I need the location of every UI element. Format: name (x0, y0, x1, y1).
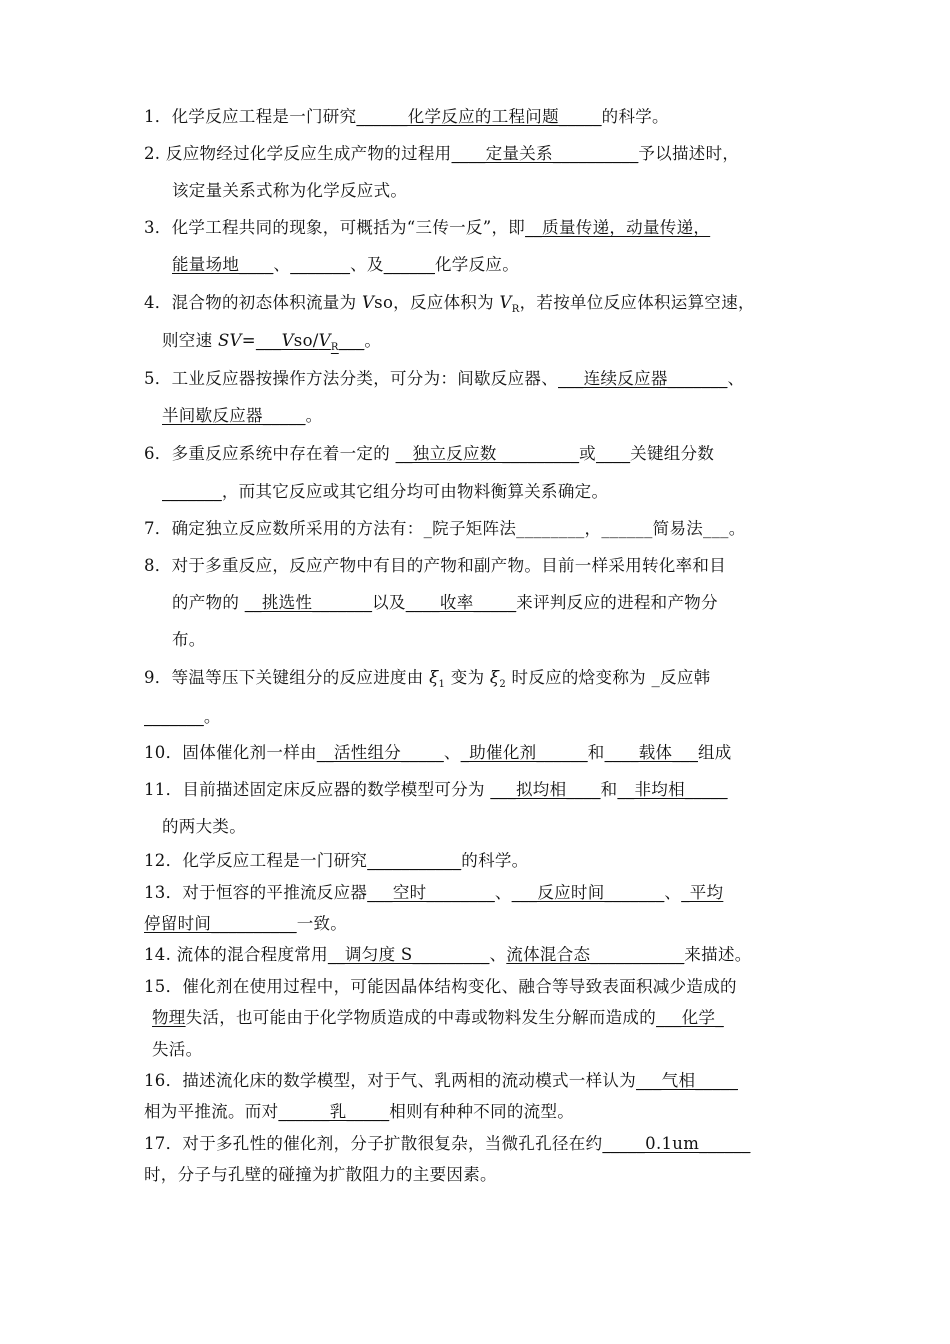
question-line (152, 1007, 822, 1029)
question-text: 的科学。 (461, 851, 529, 870)
question-text: ，而其它反应或其它组分均可由物料衡算关系确定。 (221, 482, 609, 501)
question-text: ξ (489, 668, 500, 687)
question-text: 和 (587, 743, 605, 762)
question-text: = (241, 331, 256, 350)
question-line (144, 667, 814, 696)
question-text: 时，分子与孔壁的碰撞为扩散阻力的主要因素。 (144, 1165, 497, 1184)
answer-blank: ___气相_____ (636, 1071, 738, 1090)
question-text: 、及 (350, 255, 384, 274)
answer-blank: so/ (293, 331, 319, 350)
question-line (144, 882, 814, 904)
answer-blank: __调匀度 S_________ (327, 945, 490, 964)
question-text: 、 (664, 883, 682, 902)
question-text: 16．描述流化床的数学模型，对于气、乳两相的流动模式一样认为 (144, 1071, 636, 1090)
question-text: SV (217, 331, 242, 350)
answer-blank: _______ (290, 255, 351, 274)
question-text: 时反应的焓变称为 _反应韩 (505, 668, 711, 687)
question-text: 15．催化剂在使用过程中，可能因晶体结构变化、融合等导致表面积减少造成的 (144, 977, 737, 996)
answer-blank: ___空时________ (367, 883, 495, 902)
question-line (144, 106, 814, 128)
question-text: 相则有种种不同的流型。 (389, 1102, 575, 1121)
question-text: 5．工业反应器按操作方法分类，可分为：间歇反应器、 (144, 369, 558, 388)
question-text: 3．化学工程共同的现象，可概括为“三传一反”，即 (144, 218, 526, 237)
answer-blank: ______化学反应的工程问题_____ (356, 107, 602, 126)
question-text: 1．化学反应工程是一门研究 (144, 107, 357, 126)
question-line (144, 913, 814, 935)
question-text: 失活。 (152, 1040, 203, 1059)
answer-blank: R (330, 342, 339, 353)
answer-blank: ___反应时间_______ (511, 883, 665, 902)
answer-blank: _______ (144, 707, 204, 726)
question-text: 来描述。 (684, 945, 752, 964)
question-line (162, 330, 832, 359)
question-text: 关键组分数 (630, 444, 715, 463)
question-line (144, 1101, 814, 1123)
answer-blank: 能量场地____ (172, 255, 274, 274)
answer-blank: _____0.1um______ (602, 1134, 751, 1153)
answer-blank: __非均相_____ (617, 780, 728, 799)
question-text: 9．等温等压下关键组分的反应进度由 (144, 668, 430, 687)
question-text: 2 (499, 679, 506, 690)
question-line (144, 944, 814, 966)
answer-blank: ___化学_ (656, 1008, 724, 1027)
question-line (144, 368, 814, 390)
question-text: 的两大类。 (162, 817, 246, 836)
question-text: 。 (305, 406, 323, 425)
question-text: 予以描述时， (638, 144, 740, 163)
answer-blank: ___ (338, 331, 365, 350)
answer-blank: __活性组分_____ (316, 743, 444, 762)
question-text: 和 (600, 780, 618, 799)
question-line (144, 850, 814, 872)
question-text: 以及 (372, 593, 406, 612)
question-text: R (511, 304, 520, 315)
question-text: 布。 (172, 630, 206, 649)
question-text: ξ (429, 668, 439, 687)
answer-blank: ____收率_____ (405, 593, 517, 612)
question-line (144, 779, 814, 801)
question-text: 6．多重反应系统中存在着一定的 (144, 444, 396, 463)
question-text: V (361, 293, 375, 312)
answer-blank: V (318, 331, 331, 350)
answer-blank: V (281, 331, 294, 350)
question-line (172, 254, 842, 276)
question-text: 该定量关系式称为化学反应式。 (172, 181, 408, 200)
question-line (172, 180, 842, 202)
answer-blank: __质量传递，动量传递， (525, 218, 711, 237)
question-line (144, 706, 814, 728)
question-text: 、 (273, 255, 291, 274)
answer-blank: ___拟均相____ (490, 780, 601, 799)
answer-blank: 半间歇反应器_____ (162, 406, 306, 425)
answer-blank: ___连续反应器_______ (558, 369, 728, 388)
question-line (144, 555, 814, 577)
answer-blank: ____定量关系__________ (451, 144, 639, 163)
question-line (162, 481, 832, 503)
question-text: ，若按单位反应体积运算空速， (519, 293, 755, 312)
question-text: 、 (727, 369, 745, 388)
question-text: 化学反应。 (435, 255, 519, 274)
question-line (144, 292, 814, 321)
question-line (144, 742, 814, 764)
question-text: 相为平推流。而对 (144, 1102, 279, 1121)
question-text: 11．目前描述固定床反应器的数学模型可分为 (144, 780, 491, 799)
answer-blank: ___________ (367, 851, 462, 870)
question-text: 14. 流体的混合程度常用 (144, 945, 328, 964)
question-line (144, 443, 814, 465)
answer-blank: ___ (255, 331, 282, 350)
question-text: 、 (443, 743, 461, 762)
question-line (144, 1133, 814, 1155)
question-text: 一致。 (296, 914, 348, 933)
question-text: 变为 (445, 668, 490, 687)
question-text: 的产物的 (172, 593, 245, 612)
answer-blank: _______ (162, 482, 222, 501)
question-text: 则空速 (162, 331, 218, 350)
answer-blank: ____ (595, 444, 631, 463)
answer-blank: ______ (383, 255, 435, 274)
question-text: 。 (364, 331, 382, 350)
question-text: 、 (494, 883, 512, 902)
answer-blank: __独立反应数 _________ (395, 444, 580, 463)
question-line (162, 816, 832, 838)
question-line (172, 629, 842, 651)
question-text: V (499, 293, 512, 312)
question-text: 1 (438, 679, 446, 690)
question-line (172, 592, 842, 614)
answer-blank: ______乳_____ (278, 1102, 390, 1121)
question-line (144, 976, 814, 998)
question-text: 失活，也可能由于化学物质造成的中毒或物料发生分解而造成的 (185, 1008, 657, 1027)
question-text: 来评判反应的进程和产物分 (516, 593, 718, 612)
question-line (152, 1039, 822, 1061)
question-text: 的科学。 (601, 107, 669, 126)
question-text: 。 (203, 707, 221, 726)
question-text: so，反应体积为 (374, 293, 500, 312)
question-text: 10．固体催化剂一样由 (144, 743, 317, 762)
question-text: 4．混合物的初态体积流量为 (144, 293, 362, 312)
question-text: 12．化学反应工程是一门研究 (144, 851, 368, 870)
question-line (144, 143, 814, 165)
answer-blank: __挑选性_______ (244, 593, 373, 612)
question-line (162, 405, 832, 427)
question-line (144, 1164, 814, 1186)
question-line (144, 1070, 814, 1092)
answer-blank: 流体混合态___________ (506, 945, 685, 964)
question-text: 7．确定独立反应数所采用的方法有：_院子矩阵法________，______简易法___。 (144, 519, 746, 538)
question-line (144, 518, 814, 540)
answer-blank: 物理 (152, 1008, 186, 1027)
question-text: 8．对于多重反应，反应产物中有目的产物和副产物。目前一样采用转化率和目 (144, 556, 726, 575)
answer-blank: _助催化剂______ (460, 743, 588, 762)
question-text: 13．对于恒容的平推流反应器 (144, 883, 368, 902)
question-text: 17．对于多孔性的催化剂，分子扩散很复杂，当微孔孔径在约 (144, 1134, 603, 1153)
question-text: 、 (489, 945, 507, 964)
question-line (144, 217, 814, 239)
question-text: 组成 (698, 743, 732, 762)
answer-blank: ____载体___ (604, 743, 698, 762)
answer-blank: _平均 (681, 883, 724, 902)
question-text: 2. 反应物经过化学反应生成产物的过程用 (144, 144, 452, 163)
question-text: 或 (579, 444, 596, 463)
answer-blank: 停留时间__________ (144, 914, 297, 933)
